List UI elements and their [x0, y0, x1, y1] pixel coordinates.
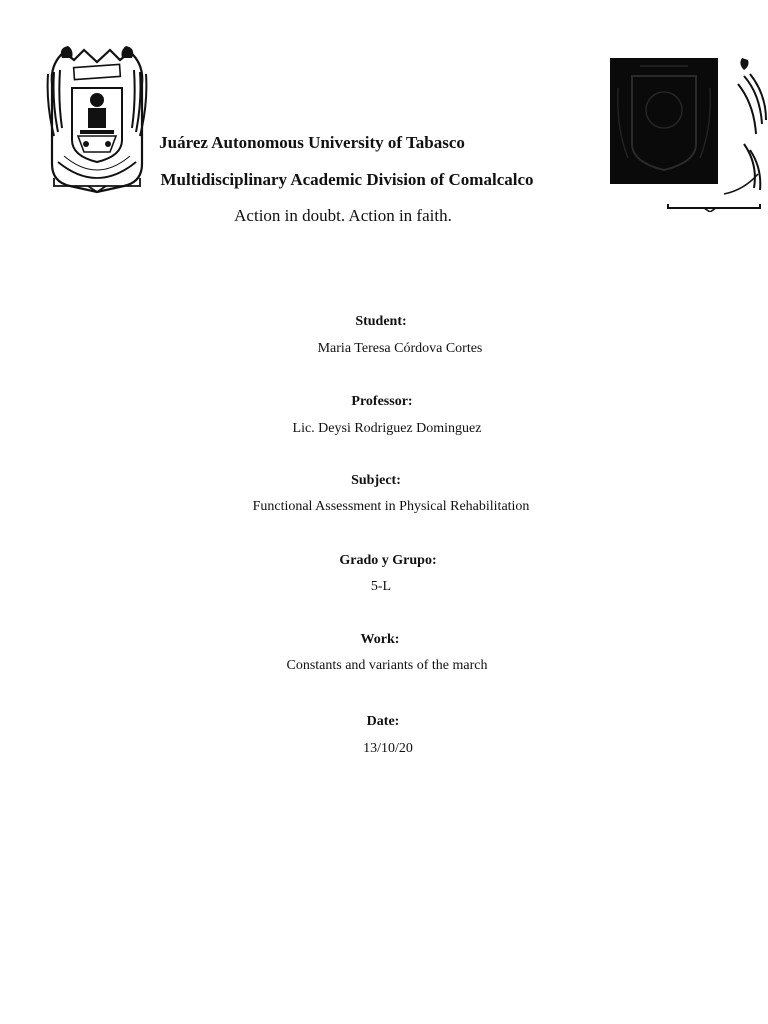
student-label: Student:	[355, 314, 407, 329]
university-name: Juárez Autonomous University of Tabasco	[159, 133, 465, 152]
subject-name: Functional Assessment in Physical Rehabilitation	[252, 499, 530, 514]
subject-label: Subject:	[351, 473, 401, 488]
work-title: Constants and variants of the march	[286, 658, 488, 673]
student-name: Maria Teresa Córdova Cortes	[317, 341, 483, 356]
date-value: 13/10/20	[363, 741, 413, 756]
motto: Action in doubt. Action in faith.	[234, 206, 452, 225]
professor-name: Lic. Deysi Rodriguez Dominguez	[292, 421, 482, 436]
grade-group-value: 5-L	[370, 579, 392, 594]
professor-label: Professor:	[351, 394, 413, 409]
date-label: Date:	[366, 714, 400, 729]
university-seal-right	[610, 58, 718, 184]
grade-group-label: Grado y Grupo:	[339, 553, 437, 568]
eagle-seal-icon	[610, 58, 718, 184]
division-name: Multidisciplinary Academic Division of Comalcalco	[160, 170, 534, 189]
work-label: Work:	[360, 632, 400, 647]
